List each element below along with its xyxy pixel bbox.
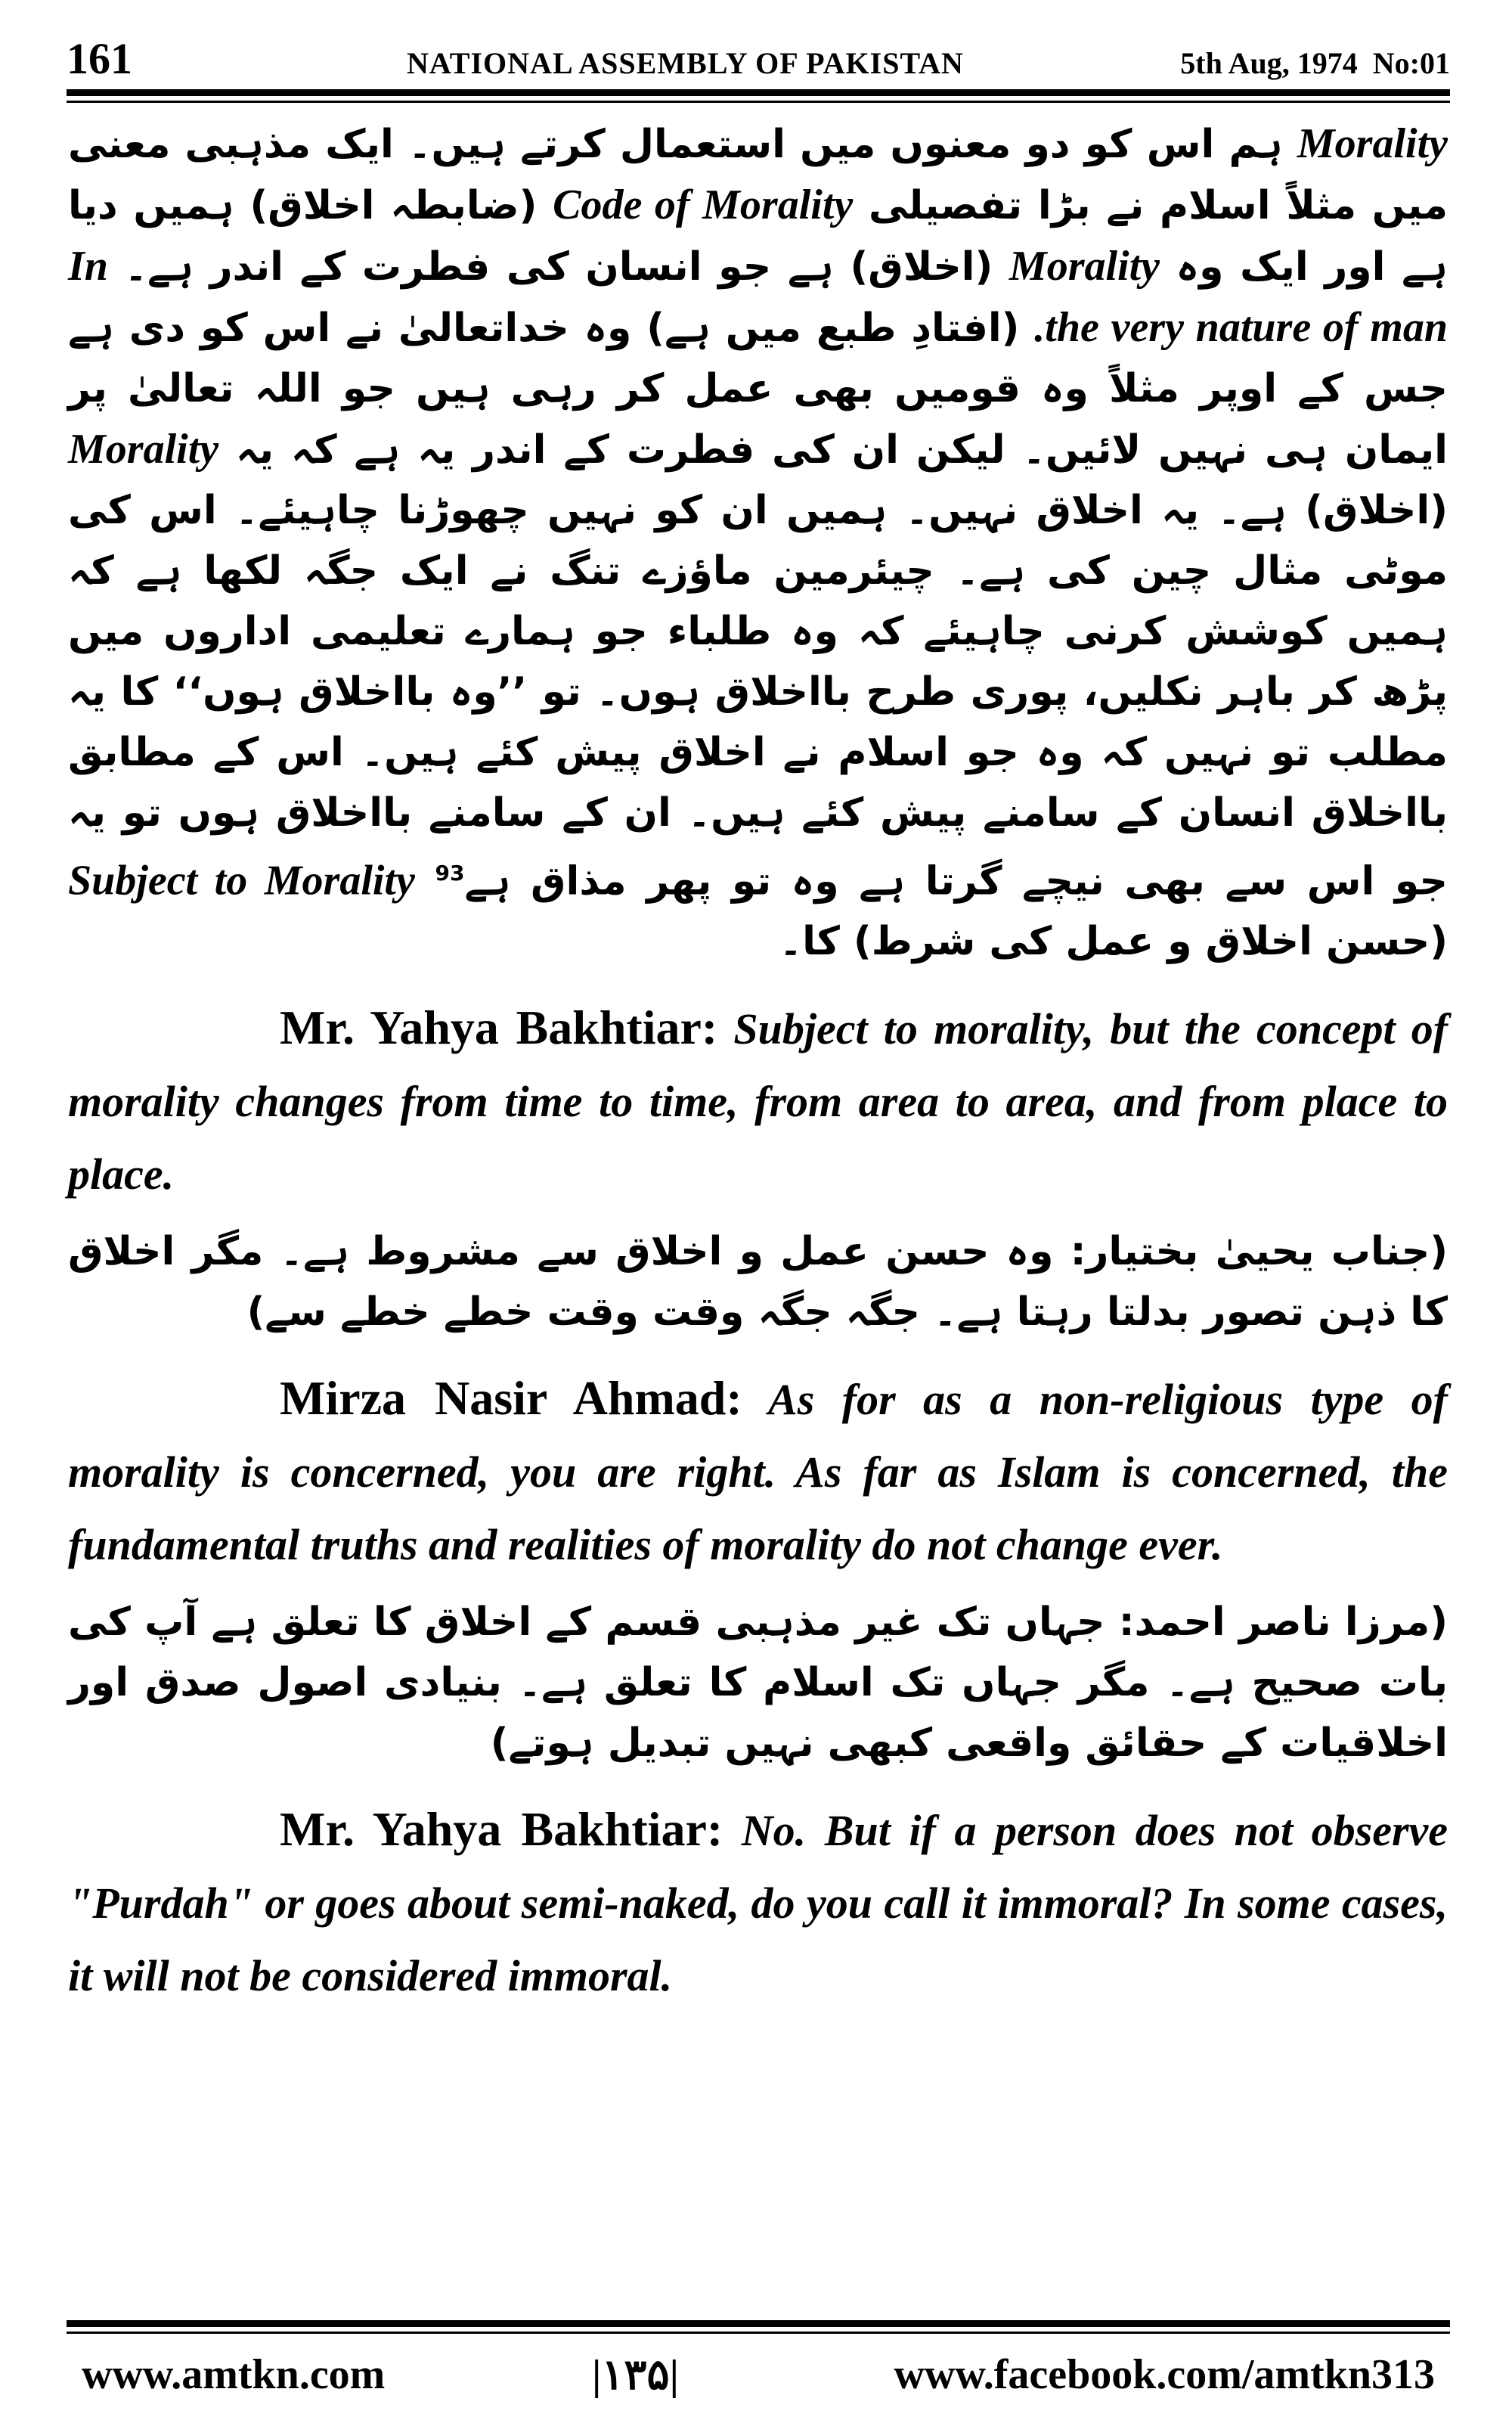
speaker-name: Mr. Yahya Bakhtiar: <box>280 1802 723 1857</box>
page-footer <box>67 2343 1450 2411</box>
issue-number: No:01 <box>1372 46 1450 80</box>
statement-text: Subject to morality, but the concept of morality changes from time to time, from area to area, and from place to place. <box>68 1004 1448 1199</box>
footer-rule-thick <box>67 2320 1450 2327</box>
header-rule-thick <box>67 89 1450 96</box>
speaker-name: Mr. Yahya Bakhtiar: <box>280 1001 718 1055</box>
urdu-text: (ضابطہ اخلاق) ہمیں دیا ہے اور ایک وہ <box>68 183 1448 290</box>
urdu-text: ہم اس کو دو معنوں میں استعمال کرتے ہیں۔ ایک مذہبی معنی میں مثلاً اسلام نے بڑا تفصیلی <box>68 122 1448 228</box>
footer-rule-thin <box>67 2332 1450 2334</box>
exchange-english <box>68 991 1448 1211</box>
statement-text: As for as a non-religious type of morality is concerned, you are right. As far as Islam is concerned, the fundamental truths and realities of morality do not change ever. <box>68 1375 1448 1570</box>
publication-title: NATIONAL ASSEMBLY OF PAKISTAN <box>407 46 964 80</box>
exchange-english <box>68 1362 1448 1581</box>
page-body <box>68 113 1448 2012</box>
english-term: Morality <box>1009 243 1160 290</box>
urdu-text: (اخلاق) ہے۔ یہ اخلاق نہیں۔ ہمیں ان کو نہیں چھوڑنا چاہیئے۔ اس کی موٹی مثال چین کی ہے۔ چیئرمین ماؤزے تنگ نے ایک جگہ لکھا ہے کہ ہمیں کوشش کرنی چاہیئے کہ وہ طلباء جو ہمارے تعلیمی اداروں میں پڑھ کر باہر نکلیں، پوری طرح بااخلاق ہوں۔ تو ’’وہ بااخلاق ہوں‘‘ کا یہ مطلب تو نہیں کہ وہ جو اسلام نے اخلاق پیش کئے ہیں۔ اس کے مطابق بااخلاق انسان کے سامنے پیش کئے ہیں۔ ان کے سامنے بااخلاق ہوں تو یہ جو اس سے بھی نیچے گرتا ہے وہ تو پھر مذاق ہے <box>68 488 1448 904</box>
header-rule-thin <box>67 101 1450 103</box>
page-header <box>67 29 1450 97</box>
english-term: Subject to Morality <box>68 857 415 904</box>
english-term: Morality <box>68 426 219 473</box>
exchange-english <box>68 1793 1448 2012</box>
exchange-urdu-translation: (مرزا ناصر احمد: جہاں تک غیر مذہبی قسم کے اخلاق کا تعلق ہے آپ کی بات صحیح ہے۔ مگر جہاں تک اسلام کا تعلق ہے۔ بنیادی اصول صدق اور اخلاقیات کے حقائق واقعی کبھی نہیں تبدیل ہوتے) <box>68 1599 1448 1767</box>
speaker-name: Mirza Nasir Ahmad: <box>280 1371 742 1426</box>
urdu-text: (افتادِ طبع میں ہے) وہ خداتعالیٰ نے اس کو دی ہے جس کے اوپر مثلاً وہ قومیں بھی عمل کر رہی ہیں جو اللہ تعالیٰ پر ایمان ہی نہیں لائیں۔ لیکن ان کی فطرت کے اندر یہ ہے کہ یہ <box>68 306 1448 473</box>
urdu-text: (حسن اخلاق و عمل کی شرط) کا۔ <box>779 919 1448 965</box>
english-term: Morality <box>1297 120 1448 167</box>
session-date <box>1180 45 1450 81</box>
statement-text: No. But if a person does not observe "Purdah" or goes about semi-naked, do you call it immoral? In some cases, it will not be considered immoral. <box>68 1806 1448 2001</box>
page-number: 161 <box>67 34 132 83</box>
urdu-page-marker: |۱۳۵| <box>592 2352 679 2399</box>
urdu-passage <box>68 113 1448 972</box>
date-text: 5th Aug, 1974 <box>1180 46 1358 80</box>
urdu-text: (اخلاق) ہے جو انسان کی فطرت کے اندر ہے۔ <box>124 244 993 290</box>
footnote-marker: 93 <box>435 861 465 886</box>
facebook-link[interactable]: www.facebook.com/amtkn313 <box>894 2351 1435 2398</box>
website-link[interactable]: www.amtkn.com <box>82 2351 386 2398</box>
english-phrase: In the very nature of man. <box>68 243 1448 351</box>
english-term: Code of Morality <box>553 182 854 228</box>
exchange-urdu-translation: (جناب یحییٰ بختیار: وہ حسن عمل و اخلاق سے مشروط ہے۔ مگر اخلاق کا ذہن تصور بدلتا رہتا ہے۔ جگہ جگہ وقت وقت خطے خطے سے) <box>68 1229 1448 1336</box>
